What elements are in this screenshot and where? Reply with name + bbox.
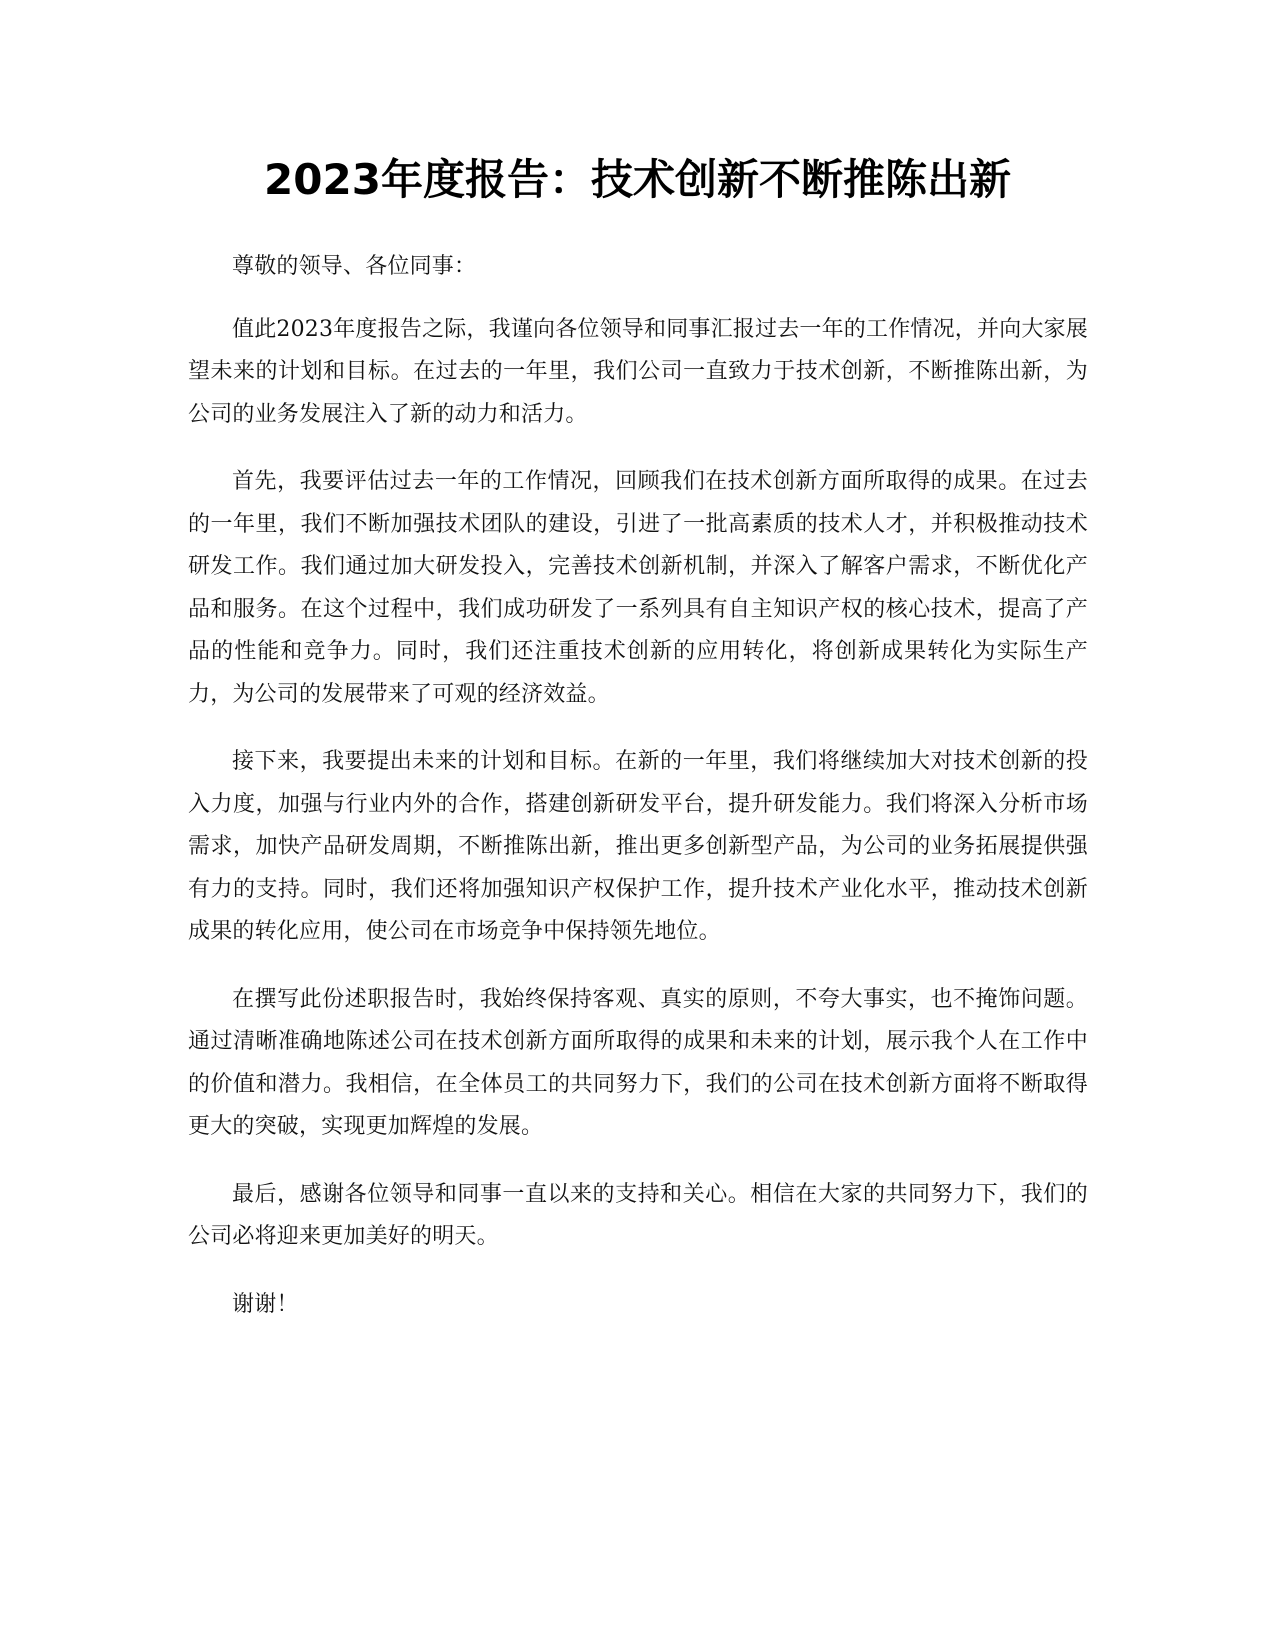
statement-paragraph: 在撰写此份述职报告时，我始终保持客观、真实的原则，不夸大事实，也不掩饰问题。通过清晰准确地陈述公司在技术创新方面所取得的成果和未来的计划，展示我个人在工作中的价值和潜力。我相信，在全体员工的共同努力下，我们的公司在技术创新方面将不断取得更大的突破，实现更加辉煌的发展。 bbox=[188, 986, 1088, 1139]
greeting-paragraph: 尊敬的领导、各位同事： bbox=[232, 254, 477, 279]
review-paragraph: 首先，我要评估过去一年的工作情况，回顾我们在技术创新方面所取得的成果。在过去的一年里，我们不断加强技术团队的建设，引进了一批高素质的技术人才，并积极推动技术研发工作。我们通过加大研发投入，完善技术创新机制，并深入了解客户需求，不断优化产品和服务。在这个过程中，我们成功研发了一系列具有自主知识产权的核心技术，提高了产品的性能和竞争力。同时，我们还注重技术创新的应用转化，将创新成果转化为实际生产力，为公司的发展带来了可观的经济效益。 bbox=[188, 469, 1088, 707]
thanks-paragraph: 最后，感谢各位领导和同事一直以来的支持和关心。相信在大家的共同努力下，我们的公司必将迎来更加美好的明天。 bbox=[188, 1181, 1088, 1249]
plan-paragraph: 接下来，我要提出未来的计划和目标。在新的一年里，我们将继续加大对技术创新的投入力度，加强与行业内外的合作，搭建创新研发平台，提升研发能力。我们将深入分析市场需求，加快产品研发周期，不断推陈出新，推出更多创新型产品，为公司的业务拓展提供强有力的支持。同时，我们还将加强知识产权保护工作，提升技术产业化水平，推动技术创新成果的转化应用，使公司在市场竞争中保持领先地位。 bbox=[188, 749, 1088, 944]
closing-paragraph: 谢谢！ bbox=[232, 1291, 299, 1317]
document-body bbox=[188, 246, 1088, 1351]
intro-paragraph: 值此2023年度报告之际，我谨向各位领导和同事汇报过去一年的工作情况，并向大家展望未来的计划和目标。在过去的一年里，我们公司一直致力于技术创新，不断推陈出新，为公司的业务发展注入了新的动力和活力。 bbox=[188, 316, 1088, 427]
document-title: 2023年度报告：技术创新不断推陈出新 bbox=[264, 155, 1011, 204]
